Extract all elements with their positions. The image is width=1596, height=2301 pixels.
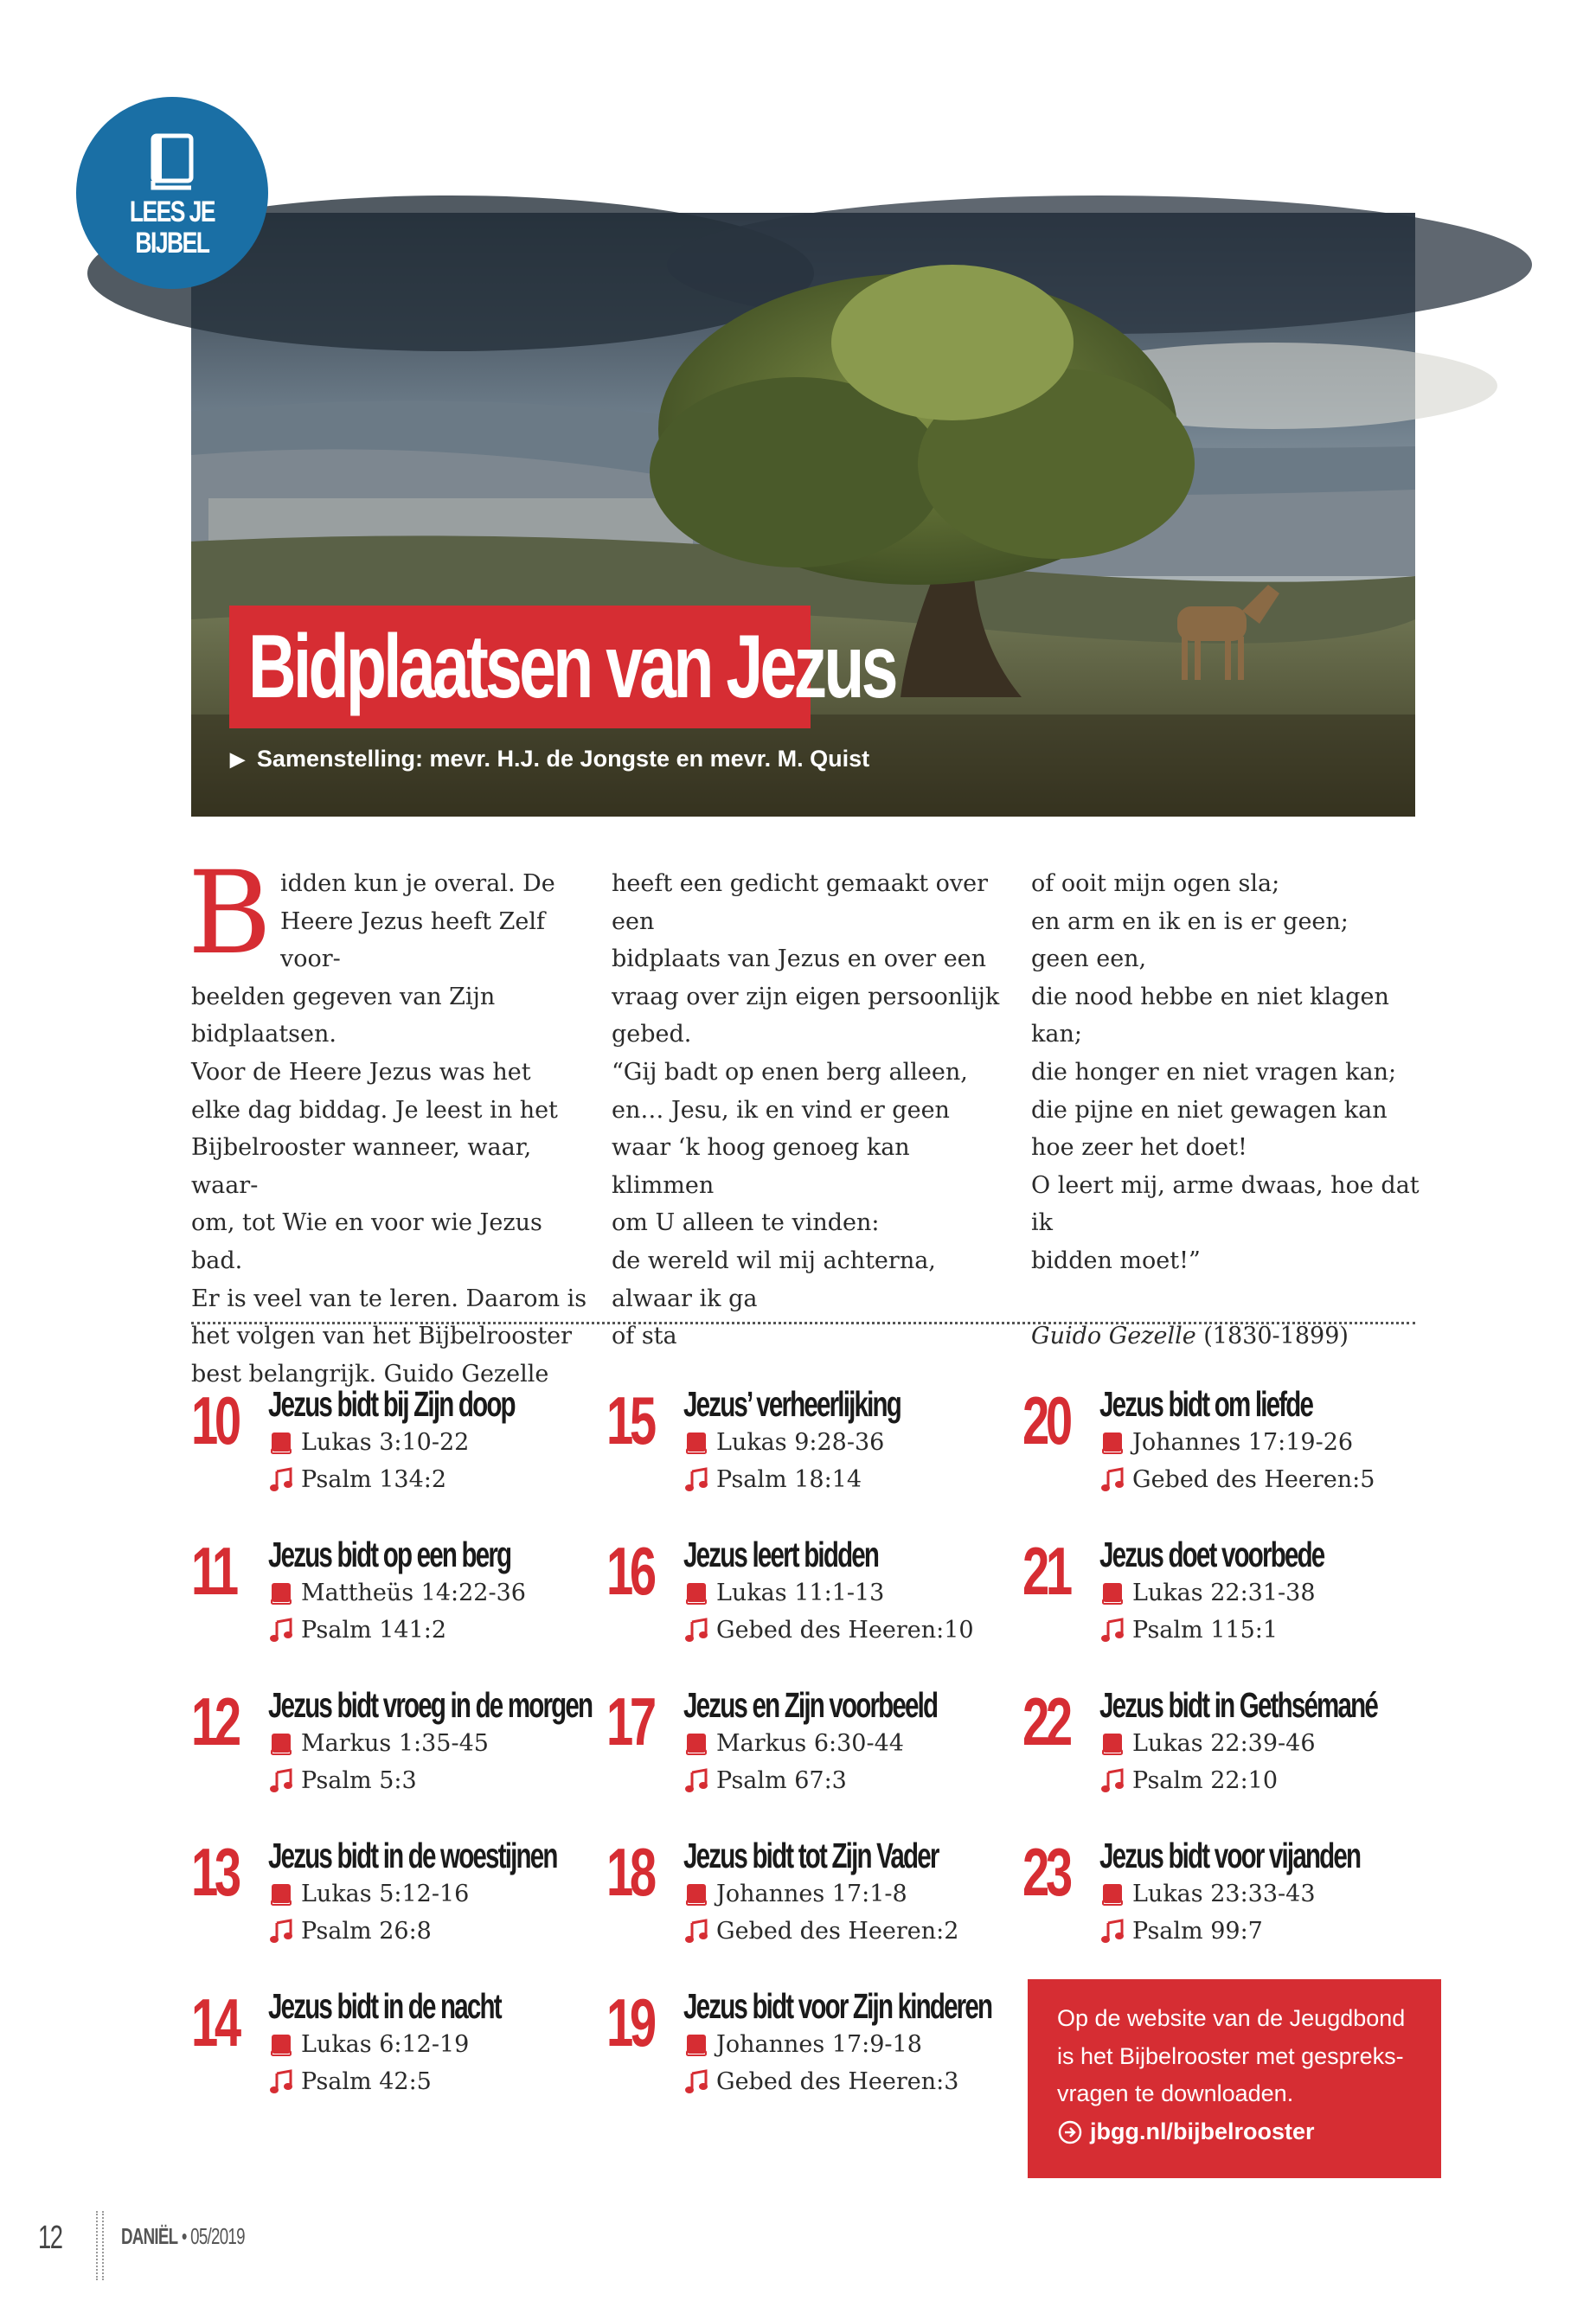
- schedule-entry: [191, 1984, 598, 2131]
- reading-line: [683, 1429, 884, 1456]
- schedule-entry: [606, 1683, 1013, 1830]
- reading-line: [683, 1730, 904, 1757]
- website-link-text[interactable]: jbgg.nl/bijbelrooster: [1090, 2118, 1315, 2144]
- bible-icon: [683, 1731, 709, 1757]
- reading-line: [683, 1580, 884, 1606]
- reading-text: Lukas 5:12-16: [301, 1881, 470, 1907]
- song-line: [268, 2068, 432, 2095]
- song-text: Psalm 99:7: [1132, 1918, 1263, 1945]
- song-text: Psalm 67:3: [716, 1767, 847, 1794]
- intro-text-2: heeft een gedicht gemaakt over een bidplaats van Jezus en over een vraag over zijn eigen persoonlijk gebed. “Gij badt op enen berg alleen, en… Jesu, ik en vind er geen waar ‘k hoog genoeg kan klimmen om U alleen te vinden: de wereld wil mij achterna, alwaar ik ga of sta: [612, 870, 1000, 1350]
- reading-line: [1099, 1881, 1316, 1907]
- entry-title: Jezus bidt in de nacht: [268, 1986, 501, 2026]
- schedule-entry: [606, 1834, 1013, 1981]
- music-note-icon: [1099, 1919, 1125, 1945]
- song-text: Psalm 26:8: [301, 1918, 432, 1945]
- reading-line: [268, 1881, 469, 1907]
- reading-line: [683, 2031, 922, 2058]
- poem-text: of ooit mijn ogen sla; en arm en ik en is er geen; geen een, die nood hebbe en niet klagen kan; die honger en niet vragen kan; die pijne en niet gewagen kan hoe zeer het doet! O leert mij, arme dwaas, hoe dat ik bidden moet!”: [1031, 870, 1420, 1274]
- bible-icon: [683, 1430, 709, 1456]
- website-link[interactable]: [1057, 2113, 1410, 2151]
- music-note-icon: [1099, 1618, 1125, 1644]
- reading-line: [268, 2031, 469, 2058]
- bible-icon: [1099, 1430, 1125, 1456]
- song-line: [268, 1466, 446, 1493]
- day-number: 13: [191, 1834, 238, 1910]
- day-number: 17: [606, 1683, 653, 1759]
- reading-text: Mattheüs 14:22-36: [301, 1580, 526, 1606]
- arrow-circle-icon: [1057, 2119, 1083, 2145]
- schedule-entry: [1022, 1834, 1429, 1981]
- entry-title: Jezus bidt voor Zijn kinderen: [683, 1986, 992, 2026]
- badge-label: [130, 196, 215, 259]
- bible-icon: [268, 1580, 294, 1606]
- music-note-icon: [683, 2069, 709, 2095]
- website-info-box: [1028, 1979, 1441, 2178]
- song-text: Psalm 22:10: [1132, 1767, 1279, 1794]
- entry-title: Jezus leert bidden: [683, 1535, 879, 1574]
- page-number: 12: [38, 2220, 62, 2256]
- entry-title: Jezus’ verheerlijking: [683, 1384, 901, 1424]
- song-text: Gebed des Heeren:10: [716, 1617, 974, 1644]
- song-text: Psalm 134:2: [301, 1466, 447, 1493]
- music-note-icon: [1099, 1467, 1125, 1493]
- day-number: 10: [191, 1382, 238, 1458]
- intro-column-3: [1031, 865, 1433, 1356]
- magazine-name: DANIËL: [121, 2223, 178, 2249]
- entry-title: Jezus bidt om liefde: [1099, 1384, 1313, 1424]
- day-number: 16: [606, 1533, 653, 1609]
- bible-icon: [683, 2032, 709, 2058]
- bible-icon: [268, 1881, 294, 1907]
- schedule-entry: [1022, 1382, 1429, 1529]
- magazine-issue: [121, 2223, 245, 2250]
- day-number: 19: [606, 1984, 653, 2061]
- day-number: 22: [1022, 1683, 1069, 1759]
- music-note-icon: [1099, 1768, 1125, 1794]
- schedule-entry: [191, 1533, 598, 1680]
- song-line: [683, 1466, 862, 1493]
- reading-text: Lukas 23:33-43: [1132, 1881, 1316, 1907]
- song-text: Gebed des Heeren:5: [1132, 1466, 1375, 1493]
- entry-title: Jezus bidt in Gethsémané: [1099, 1685, 1377, 1725]
- song-line: [1099, 1918, 1263, 1945]
- entry-title: Jezus bidt in de woestijnen: [268, 1836, 557, 1875]
- dropcap: B: [188, 847, 272, 980]
- page-title: Bidplaatsen van Jezus: [248, 616, 895, 717]
- day-number: 11: [191, 1533, 235, 1609]
- reading-line: [268, 1730, 489, 1757]
- entry-title: Jezus bidt voor vijanden: [1099, 1836, 1361, 1875]
- day-number: 23: [1022, 1834, 1069, 1910]
- reading-text: Johannes 17:19-26: [1132, 1429, 1354, 1456]
- day-number: 18: [606, 1834, 653, 1910]
- credit-line: [230, 746, 869, 772]
- dotted-divider: [191, 1322, 1415, 1324]
- bible-icon: [1099, 1881, 1125, 1907]
- bible-icon: [268, 1430, 294, 1456]
- credit-text: Samenstelling: mevr. H.J. de Jongste en mevr. M. Quist: [256, 746, 870, 772]
- entry-title: Jezus bidt bij Zijn doop: [268, 1384, 515, 1424]
- badge-line1: LEES JE: [129, 195, 215, 228]
- song-line: [683, 1617, 974, 1644]
- day-number: 20: [1022, 1382, 1069, 1458]
- reading-text: Markus 1:35-45: [301, 1730, 489, 1757]
- song-text: Gebed des Heeren:3: [716, 2068, 959, 2095]
- day-number: 15: [606, 1382, 653, 1458]
- song-line: [683, 1767, 847, 1794]
- music-note-icon: [268, 1768, 294, 1794]
- reading-text: Johannes 17:1-8: [716, 1881, 907, 1907]
- schedule-entry: [191, 1834, 598, 1981]
- intro-column-2: [612, 865, 1014, 1356]
- reading-text: Lukas 22:31-38: [1132, 1580, 1316, 1606]
- reading-line: [683, 1881, 907, 1907]
- schedule-entry: [606, 1984, 1013, 2131]
- song-line: [268, 1767, 417, 1794]
- song-line: [1099, 1767, 1278, 1794]
- song-text: Psalm 141:2: [301, 1617, 447, 1644]
- day-number: 14: [191, 1984, 238, 2061]
- music-note-icon: [683, 1467, 709, 1493]
- bible-icon: [268, 1731, 294, 1757]
- reading-text: Johannes 17:9-18: [716, 2031, 922, 2058]
- song-text: Psalm 18:14: [716, 1466, 862, 1493]
- song-line: [683, 2068, 958, 2095]
- music-note-icon: [268, 2069, 294, 2095]
- schedule-entry: [1022, 1533, 1429, 1680]
- entry-title: Jezus bidt op een berg: [268, 1535, 511, 1574]
- bible-icon: [1099, 1731, 1125, 1757]
- badge-line2: BIJBEL: [135, 227, 209, 260]
- intro-text-1: idden kun je overal. De Heere Jezus heeft Zelf voor- beelden gegeven van Zijn bidplaatsen. Voor de Heere Jezus was het elke dag biddag. Je leest in het Bijbelrooster wanneer, waar, waar- om, tot Wie en voor wie Jezus bad. Er is veel van te leren. Daarom is het volgen van het Bijbelrooster best belangrijk. Guido Gezelle: [191, 870, 587, 1388]
- book-icon: [144, 132, 200, 193]
- reading-line: [1099, 1429, 1353, 1456]
- song-line: [683, 1918, 958, 1945]
- entry-title: Jezus doet voorbede: [1099, 1535, 1324, 1574]
- issue-number: 05/2019: [190, 2223, 245, 2249]
- entry-title: Jezus en Zijn voorbeeld: [683, 1685, 938, 1725]
- song-text: Psalm 42:5: [301, 2068, 432, 2095]
- schedule-entry: [606, 1382, 1013, 1529]
- music-note-icon: [683, 1919, 709, 1945]
- poet-name: Guido Gezelle: [1031, 1323, 1196, 1350]
- schedule-entry: [191, 1683, 598, 1830]
- info-text: Op de website van de Jeugdbond is het Bijbelrooster met gespreks- vragen te downloaden.: [1057, 2005, 1406, 2107]
- reading-text: Lukas 9:28-36: [716, 1429, 885, 1456]
- reading-text: Lukas 22:39-46: [1132, 1730, 1316, 1757]
- reading-text: Markus 6:30-44: [716, 1730, 904, 1757]
- play-triangle-icon: ▶: [230, 747, 245, 770]
- intro-column-1: [188, 847, 593, 1393]
- music-note-icon: [683, 1618, 709, 1644]
- music-note-icon: [268, 1467, 294, 1493]
- bible-icon: [683, 1881, 709, 1907]
- music-note-icon: [683, 1768, 709, 1794]
- bible-icon: [1099, 1580, 1125, 1606]
- reading-line: [1099, 1580, 1316, 1606]
- reading-line: [268, 1580, 526, 1606]
- song-line: [268, 1617, 446, 1644]
- song-text: Gebed des Heeren:2: [716, 1918, 959, 1945]
- entry-title: Jezus bidt tot Zijn Vader: [683, 1836, 939, 1875]
- song-line: [1099, 1617, 1278, 1644]
- song-line: [268, 1918, 432, 1945]
- schedule-entry: [1022, 1683, 1429, 1830]
- song-text: Psalm 115:1: [1132, 1617, 1279, 1644]
- song-line: [1099, 1466, 1375, 1493]
- schedule-entry: [606, 1533, 1013, 1680]
- bible-icon: [268, 2032, 294, 2058]
- page-title-box: [229, 606, 895, 728]
- day-number: 12: [191, 1683, 238, 1759]
- music-note-icon: [268, 1919, 294, 1945]
- lees-je-bijbel-badge: [76, 97, 268, 289]
- bible-icon: [683, 1580, 709, 1606]
- reading-text: Lukas 3:10-22: [301, 1429, 470, 1456]
- reading-text: Lukas 11:1-13: [716, 1580, 885, 1606]
- song-text: Psalm 5:3: [301, 1767, 417, 1794]
- reading-line: [268, 1429, 469, 1456]
- footer-divider: [96, 2211, 104, 2280]
- footer-separator: •: [177, 2223, 191, 2249]
- music-note-icon: [268, 1618, 294, 1644]
- poet-years: (1830-1899): [1195, 1323, 1349, 1350]
- day-number: 21: [1022, 1533, 1069, 1609]
- schedule-entry: [191, 1382, 598, 1529]
- entry-title: Jezus bidt vroeg in de morgen: [268, 1685, 593, 1725]
- reading-text: Lukas 6:12-19: [301, 2031, 470, 2058]
- reading-line: [1099, 1730, 1316, 1757]
